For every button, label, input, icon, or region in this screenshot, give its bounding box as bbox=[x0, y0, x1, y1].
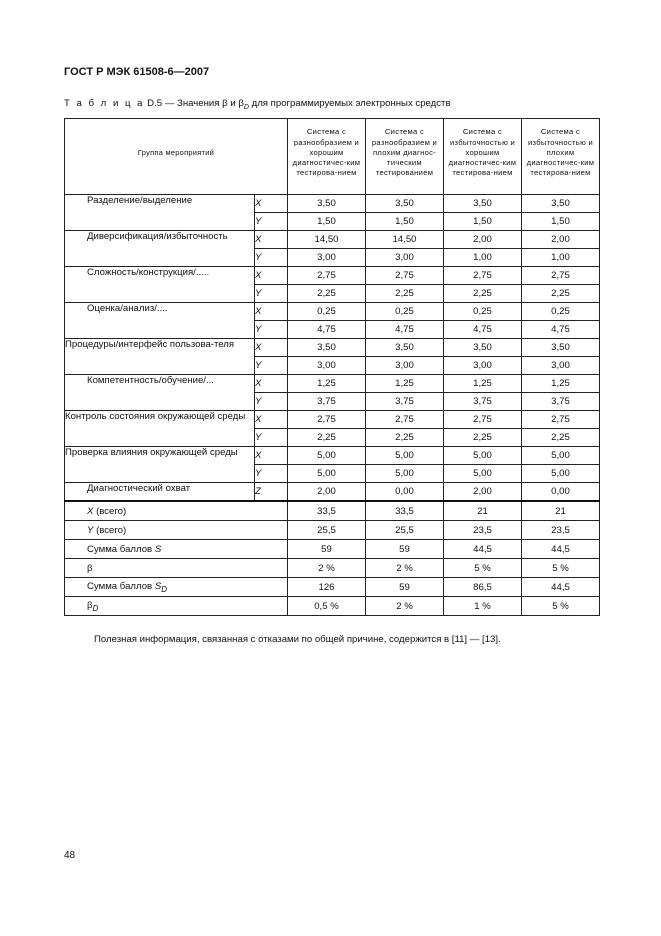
value-cell: 33,5 bbox=[366, 501, 444, 521]
value-cell: 2,00 bbox=[444, 231, 522, 249]
value-cell: 2,00 bbox=[288, 483, 366, 502]
summary-row-x-total bbox=[65, 501, 600, 521]
value-cell: 126 bbox=[288, 578, 366, 597]
summary-row-score-s bbox=[65, 540, 600, 559]
group-label: Диагностический охват bbox=[65, 483, 255, 502]
group-label: Процедуры/интерфейс пользова-теля bbox=[65, 339, 255, 375]
group-label: Компетентность/обучение/... bbox=[65, 375, 255, 411]
value-cell: 5,00 bbox=[522, 447, 600, 465]
value-cell: 3,50 bbox=[522, 339, 600, 357]
value-cell: 0,00 bbox=[366, 483, 444, 502]
value-cell: 33,5 bbox=[288, 501, 366, 521]
value-cell: 3,00 bbox=[288, 357, 366, 375]
value-cell: 3,00 bbox=[366, 357, 444, 375]
variable-cell: X bbox=[255, 339, 288, 357]
value-cell: 4,75 bbox=[288, 321, 366, 339]
value-cell: 44,5 bbox=[444, 540, 522, 559]
caption-beta-d: $\beta_D$ bbox=[238, 98, 249, 111]
value-cell: 5,00 bbox=[288, 465, 366, 483]
header-col2: Система с разнообразием и плохим диагнос-тическим тестированием bbox=[366, 119, 444, 188]
variable-cell: Y bbox=[255, 249, 288, 267]
summary-label: Y (всего) bbox=[65, 521, 288, 540]
variable-cell: Y bbox=[255, 321, 288, 339]
value-cell: 5,00 bbox=[444, 465, 522, 483]
variable-cell: X bbox=[255, 231, 288, 249]
variable-cell: X bbox=[255, 411, 288, 429]
value-cell: 14,50 bbox=[288, 231, 366, 249]
value-cell: 5,00 bbox=[366, 447, 444, 465]
value-cell: 1,00 bbox=[444, 249, 522, 267]
summary-row-y-total bbox=[65, 521, 600, 540]
variable-cell: Y bbox=[255, 393, 288, 411]
table-row bbox=[65, 303, 600, 321]
summary-label: X (всего) bbox=[65, 501, 288, 521]
summary-label: Сумма баллов $S_D$ bbox=[65, 578, 288, 597]
value-cell: 1,25 bbox=[522, 375, 600, 393]
value-cell: 2,25 bbox=[444, 429, 522, 447]
variable-cell: X bbox=[255, 303, 288, 321]
value-cell: 2,25 bbox=[444, 285, 522, 303]
summary-label: $\beta_D$ bbox=[65, 597, 288, 616]
variable-cell: Y bbox=[255, 429, 288, 447]
value-cell: 44,5 bbox=[522, 578, 600, 597]
caption-number: D.5 bbox=[147, 98, 163, 109]
value-cell: 3,00 bbox=[366, 249, 444, 267]
value-cell: 2,75 bbox=[444, 411, 522, 429]
caption-and: и bbox=[230, 98, 236, 109]
variable-cell: Z bbox=[255, 483, 288, 502]
value-cell: 86,5 bbox=[444, 578, 522, 597]
table-row bbox=[65, 375, 600, 393]
spacer-cell bbox=[65, 187, 288, 195]
value-cell: 0,25 bbox=[444, 303, 522, 321]
value-cell: 5,00 bbox=[366, 465, 444, 483]
value-cell: 5,00 bbox=[288, 447, 366, 465]
value-cell: 5 % bbox=[522, 597, 600, 616]
value-cell: 3,50 bbox=[522, 195, 600, 213]
spacer-cell bbox=[522, 187, 600, 195]
value-cell: 2,75 bbox=[444, 267, 522, 285]
header-col3: Система с избыточностью и хорошим диагностичес-ким тестирова-нием bbox=[444, 119, 522, 188]
table-caption bbox=[64, 98, 451, 111]
value-cell: 0,25 bbox=[366, 303, 444, 321]
values-table bbox=[64, 118, 600, 616]
value-cell: 3,75 bbox=[366, 393, 444, 411]
value-cell: 23,5 bbox=[522, 521, 600, 540]
variable-cell: X bbox=[255, 195, 288, 213]
value-cell: 2,25 bbox=[288, 429, 366, 447]
value-cell: 2,75 bbox=[522, 267, 600, 285]
table-row bbox=[65, 411, 600, 429]
value-cell: 2,75 bbox=[288, 267, 366, 285]
value-cell: 3,50 bbox=[366, 195, 444, 213]
document-header: ГОСТ Р МЭК 61508-6—2007 bbox=[64, 66, 210, 78]
value-cell: 4,75 bbox=[522, 321, 600, 339]
value-cell: 0,5 % bbox=[288, 597, 366, 616]
caption-prefix: Т а б л и ц а bbox=[64, 98, 145, 109]
table-row bbox=[65, 195, 600, 213]
group-label: Диверсификация/избыточность bbox=[65, 231, 255, 267]
value-cell: 0,25 bbox=[288, 303, 366, 321]
variable-cell: Y bbox=[255, 357, 288, 375]
variable-cell: Y bbox=[255, 213, 288, 231]
header-col4: Система с избыточностью и плохим диагностичес-ким тестирова-нием bbox=[522, 119, 600, 188]
table-row bbox=[65, 339, 600, 357]
value-cell: 23,5 bbox=[444, 521, 522, 540]
value-cell: 2,25 bbox=[288, 285, 366, 303]
value-cell: 3,50 bbox=[288, 339, 366, 357]
value-cell: 1,50 bbox=[444, 213, 522, 231]
value-cell: 5,00 bbox=[444, 447, 522, 465]
group-label: Проверка влияния окружающей среды bbox=[65, 447, 255, 483]
value-cell: 3,50 bbox=[366, 339, 444, 357]
value-cell: 2,75 bbox=[366, 267, 444, 285]
caption-text-after: для программируемых электронных средств bbox=[251, 98, 451, 109]
summary-label: Сумма баллов S bbox=[65, 540, 288, 559]
value-cell: 25,5 bbox=[288, 521, 366, 540]
value-cell: 4,75 bbox=[366, 321, 444, 339]
variable-cell: X bbox=[255, 267, 288, 285]
value-cell: 3,00 bbox=[288, 249, 366, 267]
header-group: Группа мероприятий bbox=[65, 119, 288, 188]
value-cell: 21 bbox=[522, 501, 600, 521]
value-cell: 2,75 bbox=[522, 411, 600, 429]
caption-beta: β bbox=[222, 98, 228, 109]
value-cell: 1,25 bbox=[288, 375, 366, 393]
value-cell: 3,75 bbox=[444, 393, 522, 411]
value-cell: 1,25 bbox=[444, 375, 522, 393]
value-cell: 1,50 bbox=[522, 213, 600, 231]
value-cell: 59 bbox=[366, 540, 444, 559]
summary-row-beta-d bbox=[65, 597, 600, 616]
header-col1: Система с разнообразием и хорошим диагностичес-ким тестирова-нием bbox=[288, 119, 366, 188]
value-cell: 3,00 bbox=[444, 357, 522, 375]
table-row bbox=[65, 483, 600, 502]
summary-row-beta bbox=[65, 559, 600, 578]
value-cell: 2,25 bbox=[366, 285, 444, 303]
value-cell: 2 % bbox=[366, 597, 444, 616]
value-cell: 2,00 bbox=[444, 483, 522, 502]
value-cell: 0,25 bbox=[522, 303, 600, 321]
value-cell: 2,75 bbox=[288, 411, 366, 429]
value-cell: 1,00 bbox=[522, 249, 600, 267]
value-cell: 2,25 bbox=[522, 285, 600, 303]
variable-cell: X bbox=[255, 447, 288, 465]
value-cell: 1 % bbox=[444, 597, 522, 616]
value-cell: 59 bbox=[366, 578, 444, 597]
value-cell: 5,00 bbox=[522, 465, 600, 483]
caption-text-before: — Значения bbox=[164, 98, 220, 109]
spacer-cell bbox=[444, 187, 522, 195]
table-row bbox=[65, 447, 600, 465]
value-cell: 5 % bbox=[444, 559, 522, 578]
value-cell: 44,5 bbox=[522, 540, 600, 559]
value-cell: 2,00 bbox=[522, 231, 600, 249]
value-cell: 21 bbox=[444, 501, 522, 521]
value-cell: 59 bbox=[288, 540, 366, 559]
value-cell: 2,25 bbox=[366, 429, 444, 447]
spacer-cell bbox=[366, 187, 444, 195]
table-row bbox=[65, 231, 600, 249]
summary-label: β bbox=[65, 559, 288, 578]
group-label: Контроль состояния окружающей среды bbox=[65, 411, 255, 447]
value-cell: 2,25 bbox=[522, 429, 600, 447]
value-cell: 1,50 bbox=[288, 213, 366, 231]
value-cell: 3,00 bbox=[522, 357, 600, 375]
value-cell: 2 % bbox=[288, 559, 366, 578]
spacer-cell bbox=[288, 187, 366, 195]
value-cell: 5 % bbox=[522, 559, 600, 578]
variable-cell: Y bbox=[255, 465, 288, 483]
value-cell: 14,50 bbox=[366, 231, 444, 249]
value-cell: 0,00 bbox=[522, 483, 600, 502]
value-cell: 3,50 bbox=[288, 195, 366, 213]
group-label: Сложность/конструкция/..... bbox=[65, 267, 255, 303]
group-label: Разделение/выделение bbox=[65, 195, 255, 231]
value-cell: 4,75 bbox=[444, 321, 522, 339]
value-cell: 25,5 bbox=[366, 521, 444, 540]
value-cell: 2,75 bbox=[366, 411, 444, 429]
header-spacer-row bbox=[65, 187, 600, 195]
variable-cell: Y bbox=[255, 285, 288, 303]
summary-row-score-sd bbox=[65, 578, 600, 597]
group-label: Оценка/анализ/.... bbox=[65, 303, 255, 339]
value-cell: 3,75 bbox=[288, 393, 366, 411]
value-cell: 3,50 bbox=[444, 195, 522, 213]
value-cell: 1,25 bbox=[366, 375, 444, 393]
variable-cell: X bbox=[255, 375, 288, 393]
value-cell: 1,50 bbox=[366, 213, 444, 231]
value-cell: 3,75 bbox=[522, 393, 600, 411]
value-cell: 2 % bbox=[366, 559, 444, 578]
footnote: Полезная информация, связанная с отказами по общей причине, содержится в [11] — [13]. bbox=[94, 634, 501, 645]
table-row bbox=[65, 267, 600, 285]
page-number: 48 bbox=[64, 850, 76, 861]
value-cell: 3,50 bbox=[444, 339, 522, 357]
